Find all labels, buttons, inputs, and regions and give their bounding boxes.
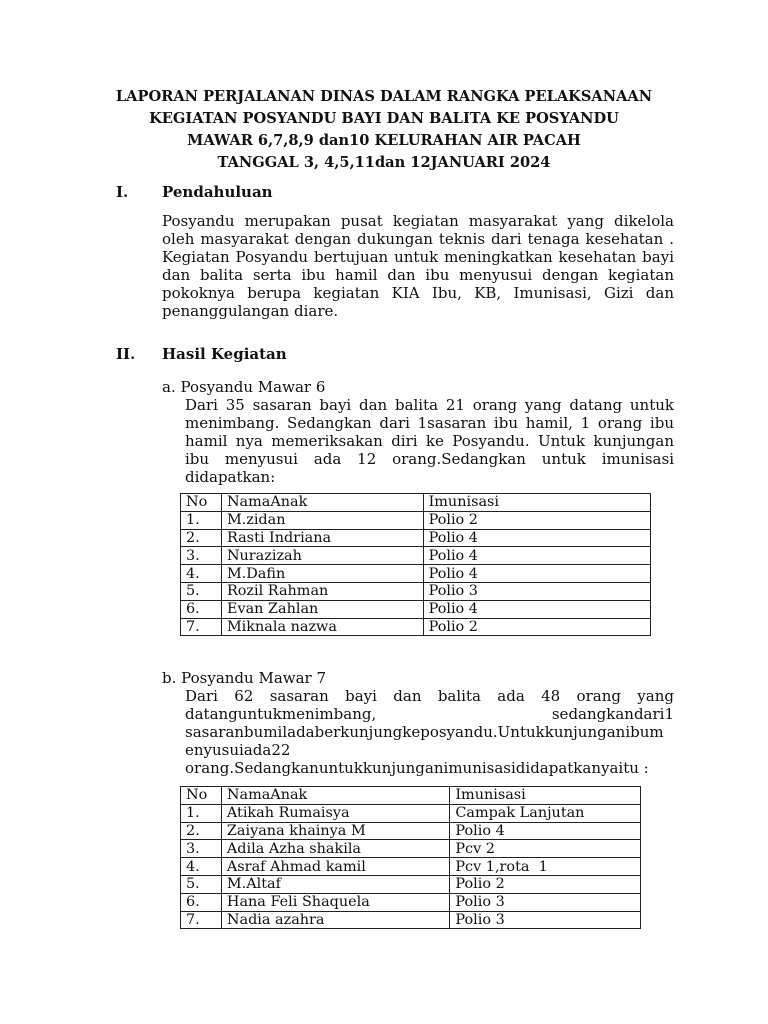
cell-immunization: Polio 2 <box>450 875 641 893</box>
para-line: Kegiatan Posyandu bertujuan untuk meningkatkan kesehatan bayi <box>162 248 674 266</box>
header-no: No <box>181 494 222 512</box>
cell-immunization: Polio 4 <box>423 529 650 547</box>
para-line: Dari 35 sasaran bayi dan balita 21 orang yang datang untuk <box>185 396 674 414</box>
cell-immunization: Polio 3 <box>450 911 641 929</box>
cell-name: Adila Azha shakila <box>221 840 449 858</box>
para-line: enyusuiada22 <box>185 741 291 759</box>
para-line: hamil nya memeriksakan diri ke Posyandu. Untuk kunjungan <box>185 432 674 450</box>
cell-name: M.zidan <box>221 511 423 529</box>
header-immunization: Imunisasi <box>423 494 650 512</box>
cell-no: 1. <box>181 804 222 822</box>
report-title <box>100 86 668 174</box>
cell-immunization: Polio 2 <box>423 511 650 529</box>
table-row <box>181 600 651 618</box>
cell-no: 5. <box>181 875 222 893</box>
table-row <box>181 618 651 636</box>
cell-immunization: Polio 4 <box>423 600 650 618</box>
cell-name: Nurazizah <box>221 547 423 565</box>
immunization-table-a <box>180 493 651 636</box>
table-header-row <box>181 787 641 805</box>
para-line: dan balita serta ibu hamil dan ibu menyusui dengan kegiatan <box>162 266 674 284</box>
sub-b-paragraph <box>185 687 674 777</box>
cell-name: M.Altaf <box>221 875 449 893</box>
table-row <box>181 911 641 929</box>
cell-name: Zaiyana khainya M <box>221 822 449 840</box>
header-name: NamaAnak <box>221 494 423 512</box>
cell-no: 3. <box>181 547 222 565</box>
section-2-numeral: II. <box>116 345 136 363</box>
cell-no: 2. <box>181 822 222 840</box>
table-row <box>181 858 641 876</box>
para-line: menimbang. Sedangkan dari 1sasaran ibu hamil, 1 orang ibu <box>185 414 674 432</box>
para-line: Posyandu merupakan pusat kegiatan masyarakat yang dikelola <box>162 212 674 230</box>
cell-name: Nadia azahra <box>221 911 449 929</box>
table-row <box>181 804 641 822</box>
cell-name: Hana Feli Shaquela <box>221 893 449 911</box>
header-name: NamaAnak <box>221 787 449 805</box>
sub-b-label: b. Posyandu Mawar 7 <box>162 669 327 687</box>
immunization-table-b <box>180 786 641 929</box>
title-line-1: LAPORAN PERJALANAN DINAS DALAM RANGKA PELAKSANAAN <box>115 88 653 105</box>
table-row <box>181 511 651 529</box>
table-row <box>181 875 641 893</box>
cell-no: 1. <box>181 511 222 529</box>
section-2-heading: Hasil Kegiatan <box>162 345 287 363</box>
cell-immunization: Campak Lanjutan <box>450 804 641 822</box>
para-line: ibu menyusui ada 12 orang.Sedangkan untuk imunisasi <box>185 450 674 468</box>
cell-no: 7. <box>181 618 222 636</box>
table-header-row <box>181 494 651 512</box>
section-1-paragraph <box>162 212 674 320</box>
cell-no: 4. <box>181 565 222 583</box>
title-line-2: KEGIATAN POSYANDU BAYI DAN BALITA KE POSYANDU <box>149 110 619 127</box>
para-line: pokoknya berupa kegiatan KIA Ibu, KB, Imunisasi, Gizi dan <box>162 284 674 302</box>
para-line: Dari 62 sasaran bayi dan balita ada 48 orang yang <box>185 687 674 705</box>
cell-immunization: Polio 4 <box>423 565 650 583</box>
cell-immunization: Pcv 1,rota 1 <box>450 858 641 876</box>
cell-no: 4. <box>181 858 222 876</box>
para-line: sasaranbumiladaberkunjungkeposyandu.Untukkunjunganibum <box>185 723 664 741</box>
sub-a-paragraph <box>185 396 674 486</box>
table-row <box>181 529 651 547</box>
section-1-numeral: I. <box>116 183 129 201</box>
table-row <box>181 840 641 858</box>
table-row <box>181 822 641 840</box>
cell-immunization: Polio 3 <box>423 582 650 600</box>
cell-immunization: Polio 3 <box>450 893 641 911</box>
cell-name: Rasti Indriana <box>221 529 423 547</box>
cell-no: 5. <box>181 582 222 600</box>
table-row <box>181 582 651 600</box>
para-line: datanguntukmenimbang, sedangkandari1 <box>185 705 674 723</box>
cell-no: 6. <box>181 600 222 618</box>
cell-no: 7. <box>181 911 222 929</box>
cell-no: 2. <box>181 529 222 547</box>
cell-immunization: Polio 4 <box>423 547 650 565</box>
table-row <box>181 565 651 583</box>
cell-immunization: Polio 2 <box>423 618 650 636</box>
title-line-3: MAWAR 6,7,8,9 dan10 KELURAHAN AIR PACAH <box>187 132 581 149</box>
para-line: didapatkan: <box>185 468 276 486</box>
sub-a-label: a. Posyandu Mawar 6 <box>162 378 326 396</box>
section-1-heading: Pendahuluan <box>162 183 273 201</box>
cell-name: Atikah Rumaisya <box>221 804 449 822</box>
header-no: No <box>181 787 222 805</box>
para-line: orang.Sedangkanuntukkunjunganimunisasididapatkanyaitu : <box>185 759 649 777</box>
table-row <box>181 893 641 911</box>
cell-immunization: Pcv 2 <box>450 840 641 858</box>
cell-name: Miknala nazwa <box>221 618 423 636</box>
cell-name: Rozil Rahman <box>221 582 423 600</box>
cell-no: 6. <box>181 893 222 911</box>
cell-no: 3. <box>181 840 222 858</box>
cell-name: Evan Zahlan <box>221 600 423 618</box>
title-line-4: TANGGAL 3, 4,5,11dan 12JANUARI 2024 <box>217 154 551 171</box>
cell-immunization: Polio 4 <box>450 822 641 840</box>
cell-name: Asraf Ahmad kamil <box>221 858 449 876</box>
table-row <box>181 547 651 565</box>
cell-name: M.Dafin <box>221 565 423 583</box>
header-immunization: Imunisasi <box>450 787 641 805</box>
para-line: penanggulangan diare. <box>162 302 339 320</box>
para-line: oleh masyarakat dengan dukungan teknis dari tenaga kesehatan . <box>162 230 674 248</box>
